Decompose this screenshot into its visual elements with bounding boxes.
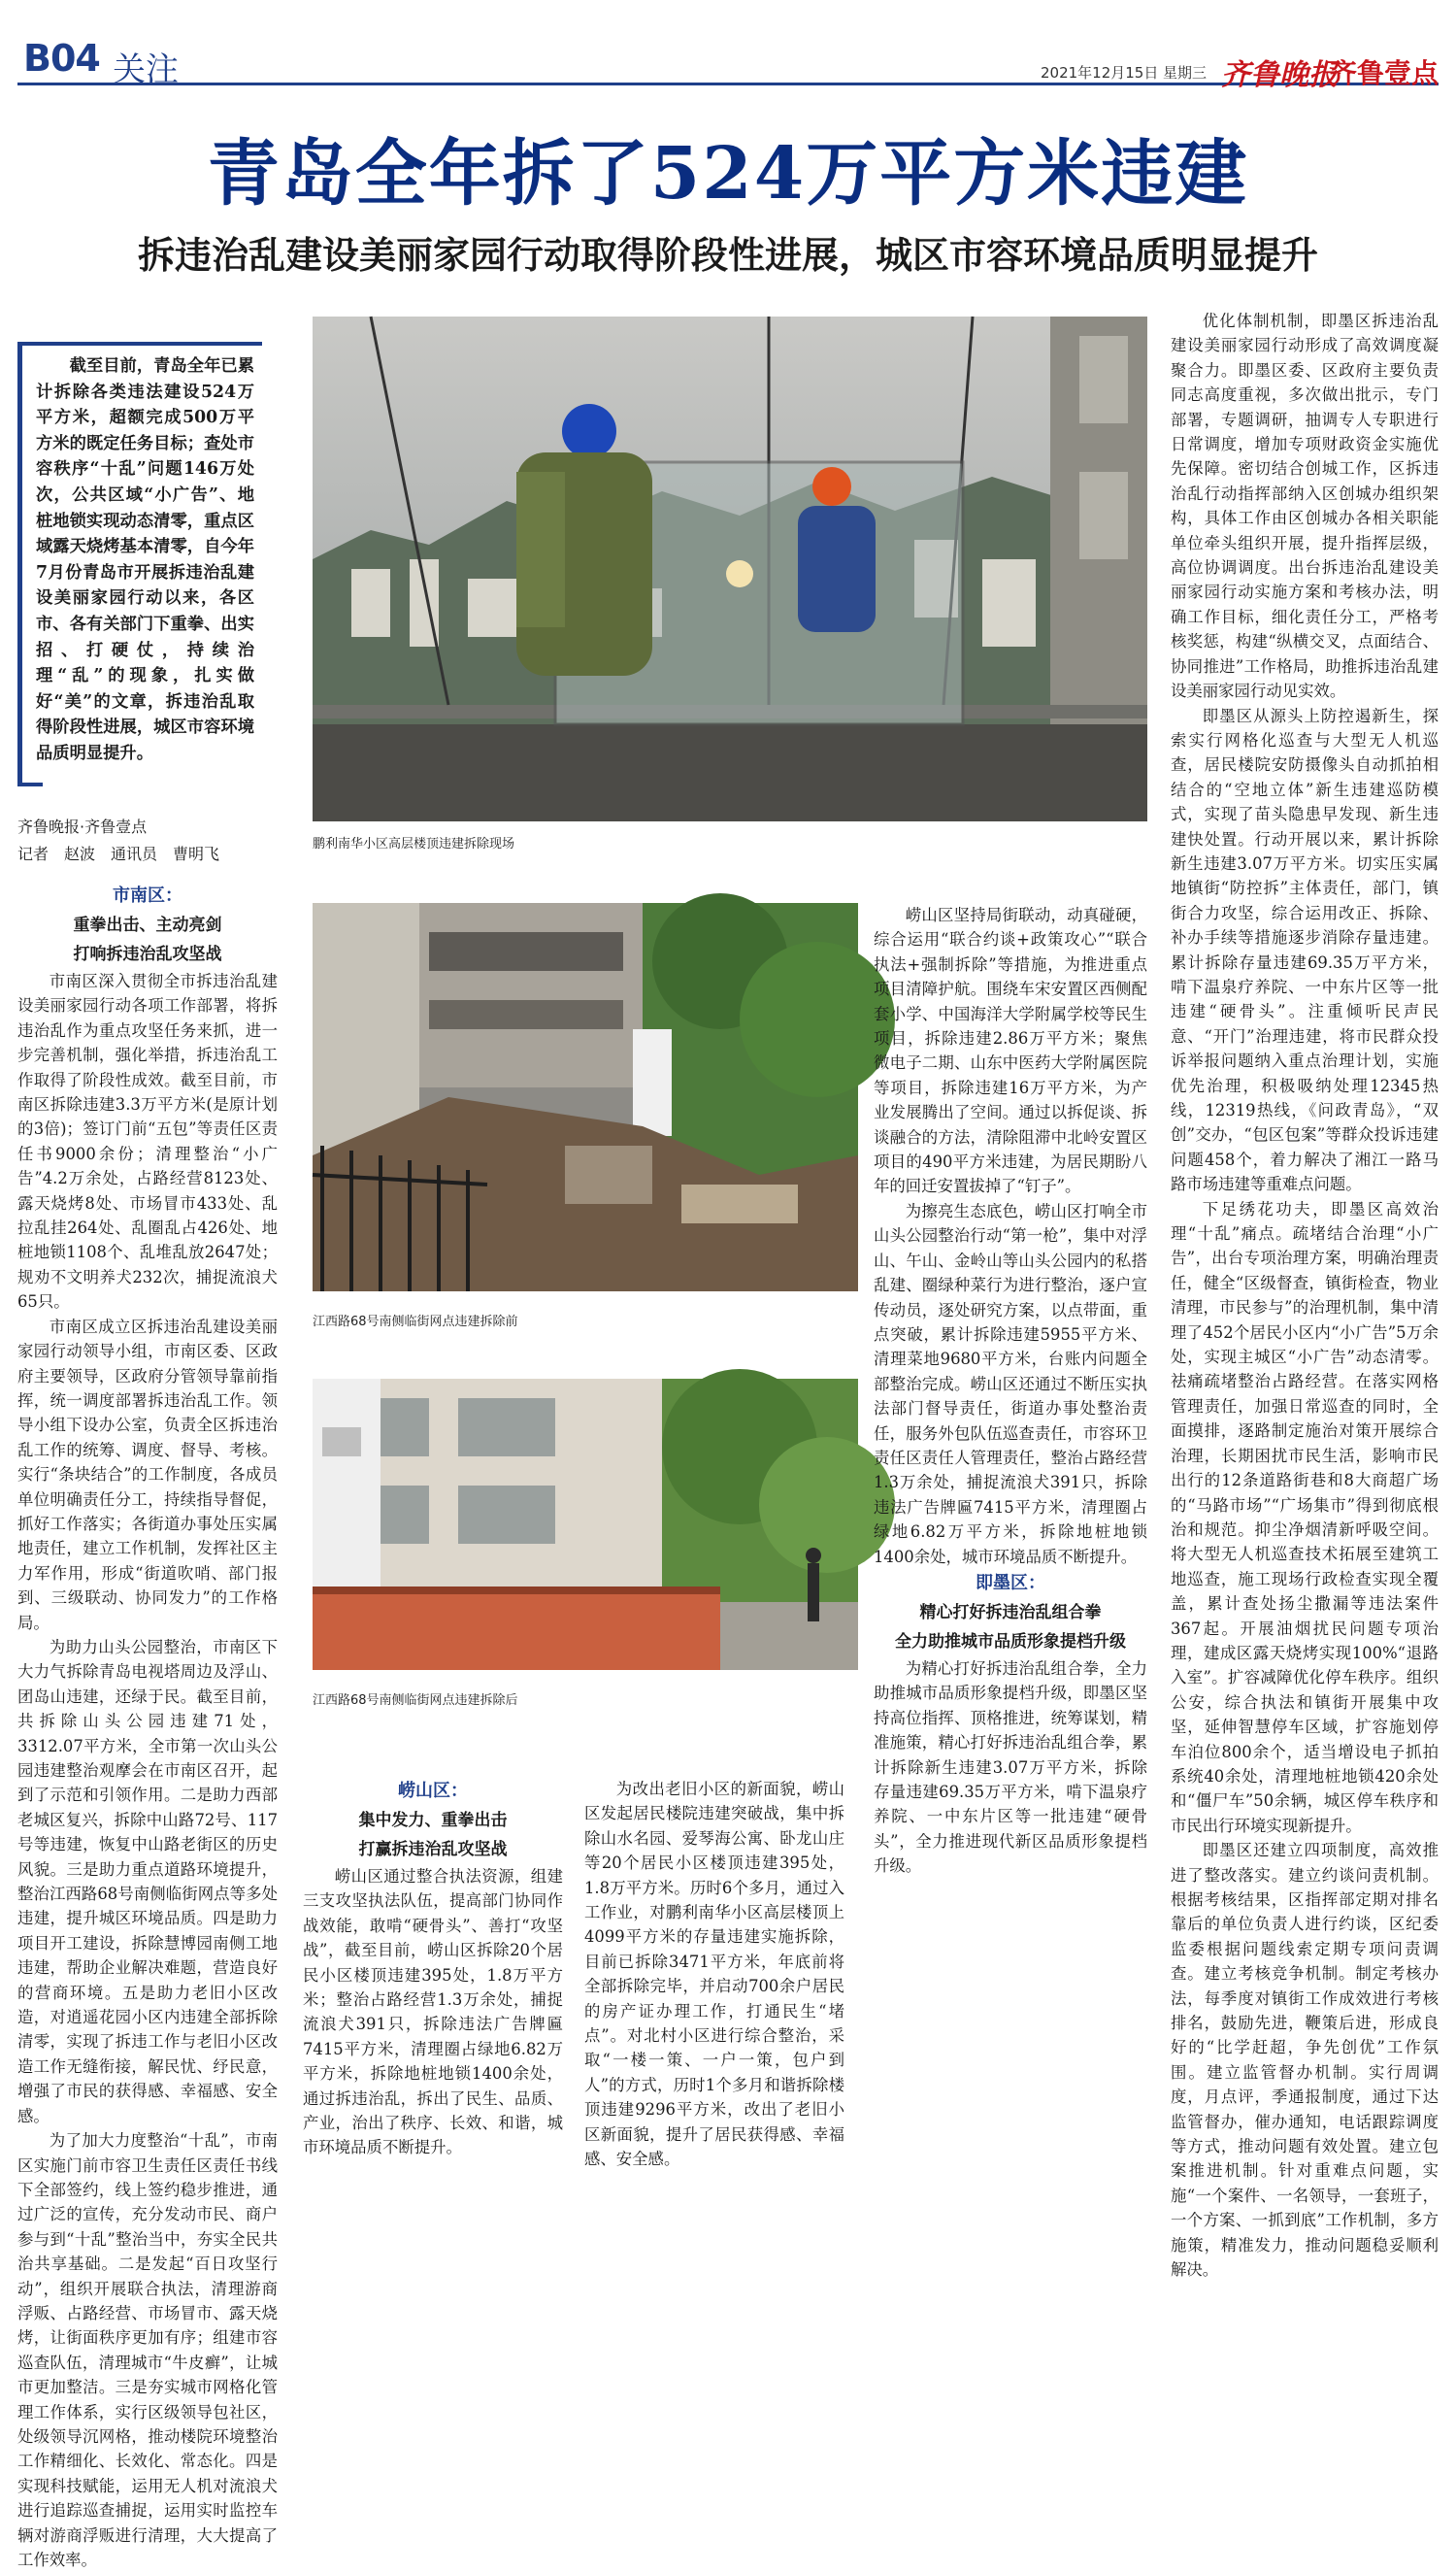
photo-demolition-after-icon [313,1379,858,1670]
section-title-laoshan: 崂山区： [398,1781,468,1801]
photo-caption-rooftop: 鹏利南华小区高层楼顶违建拆除现场 [313,837,515,852]
paragraph: 市南区成立区拆违治乱建设美丽家园行动领导小组，市南区委、区政府主要领导，区政府分管领导靠前指挥，统一调度部署拆违治乱工作。领导小组下设办公室，负责全区拆违治乱工作的统筹、调度、督导、考核。实行“条块结合”的工作制度，各成员单位明确责任分工，持续指导督促，抓好工作落实；各街道办事处压实属地责任，建立工作机制，发挥社区主力军作用，形成“街道吹哨、部门报到、三级联动、协同发力”的工作格局。 [17,1317,278,1632]
paragraph: 为擦亮生态底色，崂山区打响全市山头公园整治行动“第一枪”，集中对浮山、午山、金岭山等山头公园内的私搭乱建、圈绿种菜行为进行整治，逐户宣传动员，逐处研究方案，以点带面，重点突破，累计拆除违建5955平方米、清理菜地9680平方米，台账内问题全部整治完成。崂山区还通过不断压实执法部门督导责任，街道办事处整治责任，服务外包队伍巡查责任，市容环卫责任区责任人管理责任，整治占路经营1.3万余处，捕捉流浪犬391只，拆除违法广告牌匾7415平方米，清理圈占绿地6.82万平方米，拆除地桩地锁1400余处，城市环境品质不断提升。 [874,1201,1147,1566]
section-sub-laoshan-1: 集中发力、重拳出击 [358,1811,508,1830]
column-5 [1171,309,1439,2328]
paragraph: 市南区深入贯彻全市拆违治乱建设美丽家园行动各项工作部署，将拆违治乱作为重点攻坚任务来抓，进一步完善机制，强化举措，拆违治乱工作取得了阶段性成效。截至目前，市南区拆除违建3.3万平方米(是原计划的3倍)；签订门前“五包”等责任区责任书9000余份；清理整治“小广告”4.2万余处，占路经营8123处、露天烧烤8处、市场冒市433处、乱拉乱挂264处、乱圈乱占426处、地桩地锁1108个、乱堆乱放2647处；规劝不文明养犬232次，捕捉流浪犬65只。 [17,972,278,1312]
paragraph: 即墨区还建立四项制度，高效推进了整改落实。建立约谈问责机制。根据考核结果，区指挥部定期对排名靠后的单位负责人进行约谈，区纪委监委根据问题线索定期专项问责调查。建立考核竞争机制。制定考核办法，每季度对镇街工作成效进行考核排名，鼓励先进，鞭策后进，形成良好的“比学赶超，争先创优”工作氛围。建立监管督办机制。实行周调度，月点评，季通报制度，通过下达监管督办，催办通知，电话跟踪调度等方式，推动问题有效处置。建立包案推进机制。针对重难点问题，实施“一个案件、一名领导，一套班子，一个方案、一抓到底”工作机制，多方施策，精准发力，推动问题稳妥顺利解决。 [1171,1841,1439,2280]
photo-rooftop-demolition-icon [313,317,1147,821]
section-title-jimo: 即墨区： [976,1572,1045,1593]
photo-demolition-before-icon [313,903,858,1291]
photo-caption-before: 江西路68号南侧临街网点违建拆除前 [313,1315,518,1329]
brand-logo-paper: 齐鲁晚报 [1221,58,1338,92]
photo-caption-after: 江西路68号南侧临街网点违建拆除后 [313,1693,518,1708]
section-sub-jimo-2: 全力助推城市品质形象提档升级 [895,1631,1126,1652]
headline: 青岛全年拆了524万平方米违建 [207,132,1249,216]
photo-rooftop-demolition [313,317,1147,821]
paragraph: 为精心打好拆违治乱组合拳，全力助推城市品质形象提档升级，即墨区坚持高位指挥、顶格推进，统筹谋划，精准施策，精心打好拆违治乱组合拳，累计拆除新生违建3.07万平方米，拆除存量违建69.35万平方米，啃下温泉疗养院、一中东片区等一批违建“硬骨头”，全力推进现代新区品质形象提档升级。 [874,1658,1147,1876]
section-title-shinan: 市南区： [113,885,182,906]
page-number: B04 [23,37,100,80]
byline [17,814,262,868]
paragraph: 即墨区从源头上防控遏新生，探索实行网格化巡查与大型无人机巡查，居民楼院安防摄像头自动抓拍相结合的“空地立体”新生违建巡防模式，实现了苗头隐患早发现、新生违建快处置。行动开展以来，累计拆除新生违建3.07万平方米。切实压实属地镇街“防控拆”主体责任，部门，镇街合力攻坚，综合运用改正、拆除、补办手续等措施逐步消除存量违建。累计拆除存量违建69.35万平方米，啃下温泉疗养院、一中东片区等一批违建“硬骨头”。注重倾听民声民意、“开门”治理违建，将市民群众投诉举报问题纳入重点治理计划，实施优先治理，积极吸纳处理12345热线，12319热线，《问政青岛》，“双创”交办，“包区包案”等群众投诉违建问题458个，着力解决了湘江一路马路市场违建等重难点问题。 [1171,706,1439,1194]
column-4 [874,903,1147,2328]
paragraph: 为助力山头公园整治，市南区下大力气拆除青岛电视塔周边及浮山、团岛山违建，还绿于民。截至目前，共拆除山头公园违建71处，3312.07平方米，全市第一次山头公园违建整治观摩会在市南区召开，起到了示范和引领作用。二是助力西部老城区复兴，拆除中山路72号、117号等违建，恢复中山路老街区的历史风貌。三是助力重点道路环境提升，整治江西路68号南侧临街网点等多处违建，提升城区环境品质。四是助力项目开工建设，拆除慧博园南侧工地违建，帮助企业解决难题，营造良好的营商环境。五是助力老旧小区改造，对逍遥花园小区内违建全部拆除清零，实现了拆违工作与老旧小区改造工作无缝衔接，解民忧、纾民意，增强了市民的获得感、幸福感、安全感。 [17,1637,278,2125]
section-sub-shinan-1: 重拳出击、主动亮剑 [73,916,222,935]
paragraph: 崂山区通过整合执法资源，组建三支攻坚执法队伍，提高部门协同作战效能，敢啃“硬骨头”、善打“攻坚战”，截至目前，崂山区拆除20个居民小区楼顶违建395处，1.8万平方米；整治占路经营1.3万余处，捕捉流浪犬391只，拆除违法广告牌匾7415平方米，清理圈占绿地6.82万平方米，拆除地桩地锁1400余处，通过拆违治乱，拆出了民生、品质、产业，治出了秩序、长效、和谐，城市环境品质不断提升。 [303,1867,563,2157]
issue-weekday: 星期三 [1163,64,1208,82]
paragraph: 下足绣花功夫，即墨区高效治理“十乱”痛点。疏堵结合治理“小广告”，出台专项治理方案，明确治理责任，健全“区级督查，镇街检查，物业清理，市民参与”的治理机制，集中清理了452个居民小区内“小广告”5万余处，实现主城区“小广告”动态清零。祛痛疏堵整治占路经营。在落实网格管理责任，加强日常巡查的同时，全面摸排，逐路制定施治对策开展综合治理，长期困扰市民生活，影响市民出行的12条道路街巷和8大商超广场的“马路市场”“广场集市”得到彻底根治和规范。抑尘净烟清新呼吸空间。将大型无人机巡查技术拓展至建筑工地巡查，施工现场行政检查实现全覆盖，累计查处扬尘撒漏等违法案件367起。开展油烟扰民问题专项治理，建成区露天烧烤实现100%“退路入室”。扩容减障优化停车秩序。组织公安，综合执法和镇街开展集中攻坚，延伸智慧停车区域，扩容施划停车泊位800余个，适当增设电子抓拍系统40余处，清理地桩地锁420余处和“僵尸车”50余辆，城区停车秩序和市民出行环境实现新提升。 [1171,1199,1439,1835]
section-sub-shinan-2: 打响拆违治乱攻坚战 [73,945,222,964]
photo-demolition-before [313,903,858,1291]
byline-authors: 记者 赵波 通讯员 曹明飞 [17,845,220,863]
photo-demolition-after [313,1379,858,1670]
issue-date: 2021年12月15日 [1041,64,1159,82]
byline-outlet: 齐鲁晚报·齐鲁壹点 [17,818,148,836]
paragraph: 为改出老旧小区的新面貌，崂山区发起居民楼院违建突破战，集中拆除山水名园、爱琴海公寓、卧龙山庄等20个居民小区楼顶违建395处，1.8万平方米。历时6个多月，通过入工作业，对鹏利南华小区高层楼顶上4099平方米的存量违建实施拆除，目前已拆除3471平方米，年底前将全部拆除完毕，并启动700余户居民的房产证办理工作，打通民生“堵点”。对北村小区进行综合整治，采取“一楼一策、一户一策，包户到人”的方式，历时1个多月和谐拆除楼顶违建9296平方米，改出了老旧小区新面貌，提升了居民获得感、幸福感、安全感。 [584,1780,844,2169]
masthead [17,8,1439,92]
lead-box-corner [17,783,43,786]
paragraph: 崂山区坚持局街联动，动真碰硬，综合运用“联合约谈+政策攻心”“联合执法+强制拆除”等措施，为推进重点项目清障护航。围绕车宋安置区西侧配套小学、中国海洋大学附属学校等民生项目，拆除违建2.86万平方米；聚焦微电子二期、山东中医药大学附属医院等项目，拆除违建16万平方米，为产业发展腾出了空间。通过以拆促谈、拆谈融合的方法，清除阻滞中北岭安置区项目的490平方米违建，为居民期盼八年的回迁安置拔掉了“钉子”。 [874,906,1147,1196]
paragraph: 为了加大力度整治“十乱”，市南区实施门前市容卫生责任区责任书线下全部签约，线上签约稳步推进，通过广泛的宣传，充分发动市民、商户参与到“十乱”整治当中，夯实全民共治共享基础。二是发起“百日攻坚行动”，组织开展联合执法，清理游商浮贩、占路经营、市场冒市、露天烧烤，让街面秩序更加有序；组建市容巡查队伍，清理城市“牛皮癣”，让城市更加整洁。三是夯实城市网格化管理工作体系，实行区级领导包社区，处级领导沉网格，推动楼院环境整治工作精细化、长效化、常态化。四是实现科技赋能，运用无人机对流浪犬进行追踪巡查捕捉，运用实时监控车辆对游商浮贩进行清理，大大提高了工作效率。 [17,2131,278,2569]
section-sub-jimo-1: 精心打好拆违治乱组合拳 [919,1602,1102,1622]
lead-paragraph: 截至目前，青岛全年已累计拆除各类违法建设524万平方米，超额完成500万平方米的既定任务目标；查处市容秩序“十乱”问题146万处次，公共区域“小广告”、地桩地锁实现动态清零，重点区域露天烧烤基本清零，自今年7月份青岛市开展拆违治乱建设美丽家园行动以来，各区市、各有关部门下重拳、出实招、打硬仗，持续治理“乱”的现象，扎实做好“美”的文章，拆违治乱取得阶段性进展，城区市容环境品质明显提升。 [36,356,254,763]
section-sub-laoshan-2: 打赢拆违治乱攻坚战 [358,1840,508,1859]
section-name: 关注 [113,50,179,89]
column-3 [584,1777,844,2328]
paragraph: 优化体制机制，即墨区拆违治乱建设美丽家园行动形成了高效调度凝聚合力。即墨区委、区政府主要负责同志高度重视，多次做出批示，专门部署，专题调研，抽调专人专职进行日常调度，增加专项财政资金实施优先保障。密切结合创城工作，区拆违治乱行动指挥部纳入区创城办组织架构，具体工作由区创城办各相关职能单位牵头组织开展，提升指挥层级，高位协调调度。出台拆违治乱建设美丽家园行动实施方案和考核办法，明确工作目标，细化责任分工，严格考核奖惩，构建“纵横交叉，点面结合、协同推进”工作格局，助推拆违治乱建设美丽家园行动见实效。 [1171,312,1439,701]
brand-logo-app: 齐鲁壹点 [1330,57,1439,89]
column-1 [17,882,278,2569]
column-2 [303,1777,563,2328]
lead-box [17,342,262,786]
subheadline: 拆违治乱建设美丽家园行动取得阶段性进展，城区市容环境品质明显提升 [137,234,1318,277]
